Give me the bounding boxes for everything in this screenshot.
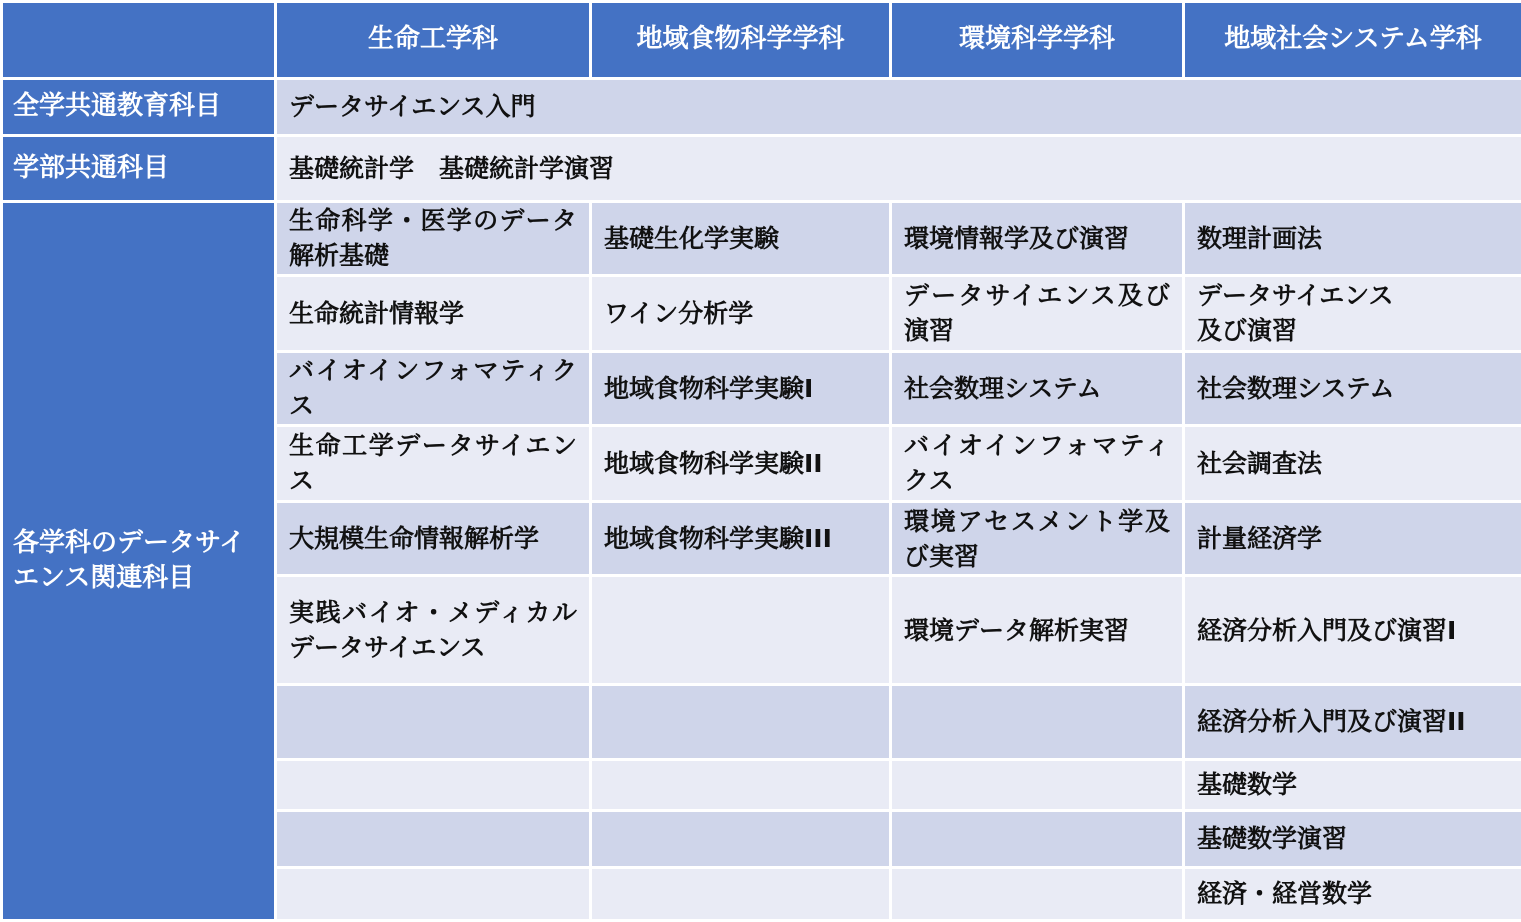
department-header-regional-food-science: 地域食物科学学科 — [591, 2, 891, 79]
course-cell — [591, 867, 891, 920]
course-cell: 経済分析入門及び演習I — [1184, 576, 1521, 685]
course-cell — [276, 811, 591, 867]
category-all-university: 全学共通教育科目 — [2, 78, 276, 135]
faculty-common-row — [2, 136, 1521, 201]
course-cell: バイオインフォマティクス — [276, 351, 591, 426]
course-cell: 計量経済学 — [1184, 501, 1521, 576]
course-cell — [891, 811, 1184, 867]
course-cell: 基礎数学演習 — [1184, 811, 1521, 867]
course-cell: 実践バイオ・メディカルデータサイエンス — [276, 576, 591, 685]
course-cell: 基礎数学 — [1184, 759, 1521, 810]
course-cell: 地域食物科学実験I — [591, 351, 891, 426]
course-cell — [591, 759, 891, 810]
course-cell: データサイエンス及び演習 — [891, 276, 1184, 352]
course-cell: 基礎生化学実験 — [591, 201, 891, 276]
department-header-life-engineering: 生命工学科 — [276, 2, 591, 79]
course-cell: ワイン分析学 — [591, 276, 891, 352]
course-cell: 社会調査法 — [1184, 426, 1521, 502]
department-course-row — [2, 201, 1521, 276]
course-cell: バイオインフォマティクス — [891, 426, 1184, 502]
course-cell — [891, 685, 1184, 760]
course-cell: 地域食物科学実験II — [591, 426, 891, 502]
course-cell: 生命統計情報学 — [276, 276, 591, 352]
course-cell: 経済・経営数学 — [1184, 867, 1521, 920]
course-cell: 環境アセスメント学及び実習 — [891, 501, 1184, 576]
course-cell — [591, 811, 891, 867]
course-cell: 環境情報学及び演習 — [891, 201, 1184, 276]
category-department-related: 各学科のデータサイエンス関連科目 — [2, 201, 276, 921]
course-cell — [891, 759, 1184, 810]
corner-cell — [2, 2, 276, 79]
course-cell — [276, 685, 591, 760]
course-cell: 社会数理システム — [1184, 351, 1521, 426]
department-header-regional-social-systems: 地域社会システム学科 — [1184, 2, 1521, 79]
course-cell: 大規模生命情報解析学 — [276, 501, 591, 576]
course-cell — [276, 759, 591, 810]
course-cell: 社会数理システム — [891, 351, 1184, 426]
course-cell: 経済分析入門及び演習II — [1184, 685, 1521, 760]
course-cell — [591, 685, 891, 760]
department-header-environmental-science: 環境科学学科 — [891, 2, 1184, 79]
course-cell: 生命科学・医学のデータ解析基礎 — [276, 201, 591, 276]
course-cell — [891, 867, 1184, 920]
all-university-row — [2, 78, 1521, 135]
course-cell — [276, 867, 591, 920]
category-faculty-common: 学部共通科目 — [2, 136, 276, 201]
course-cell: 数理計画法 — [1184, 201, 1521, 276]
faculty-common-courses: 基礎統計学 基礎統計学演習 — [276, 136, 1521, 201]
all-university-courses: データサイエンス入門 — [276, 78, 1521, 135]
course-cell: 地域食物科学実験III — [591, 501, 891, 576]
course-cell: 環境データ解析実習 — [891, 576, 1184, 685]
course-cell: データサイエンス 及び演習 — [1184, 276, 1521, 352]
header-row — [2, 2, 1521, 79]
course-cell — [591, 576, 891, 685]
course-cell: 生命工学データサイエンス — [276, 426, 591, 502]
